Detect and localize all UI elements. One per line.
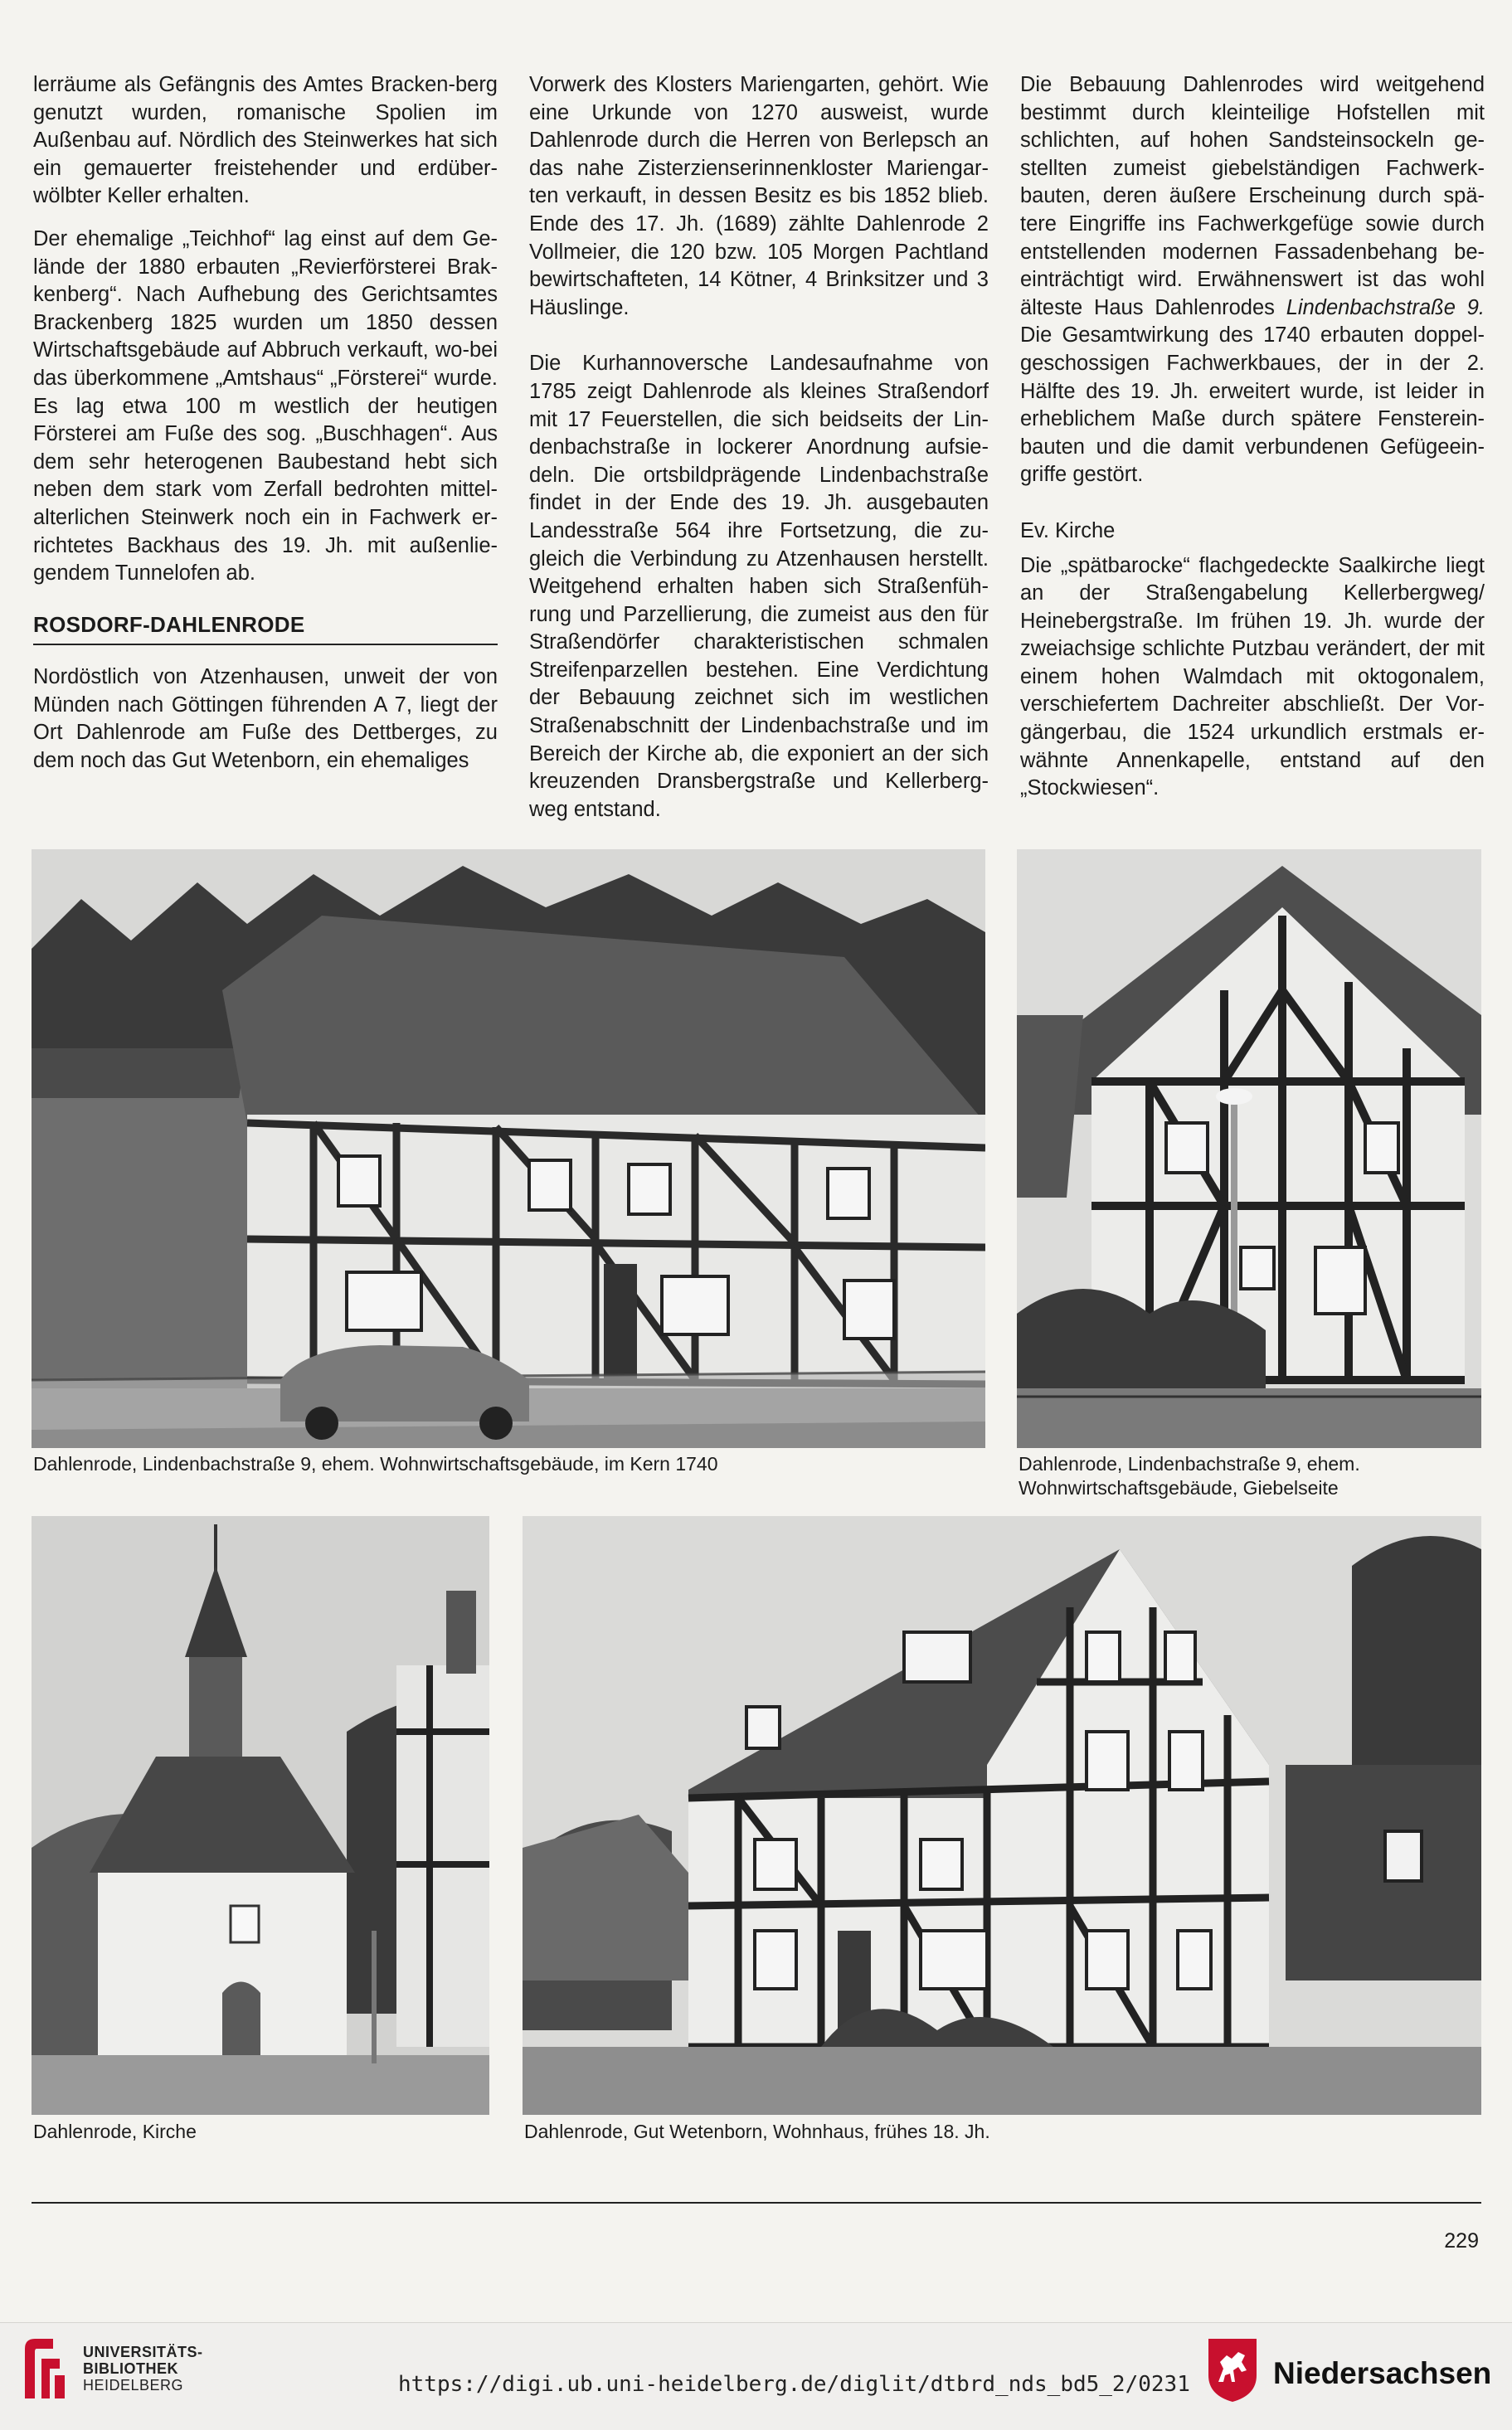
- paragraph: [1020, 71, 1485, 489]
- text-column-2: [529, 71, 989, 838]
- library-name-line: HEIDELBERG: [83, 2377, 184, 2394]
- library-name-line: BIBLIOTHEK: [83, 2360, 178, 2377]
- university-library-name: [83, 2344, 203, 2394]
- source-url-link[interactable]: https://digi.ub.uni-heidelberg.de/diglit/dtbrd_nds_bd5_2/0231: [398, 2372, 1190, 2397]
- paragraph: lerräume als Gefängnis des Amtes Bracken-berg genutzt wurden, romanische Spolien im Außenbau auf. Nördlich des Steinwerkes hat sich ein gemauerter freistehender und erdüber-wölbter Keller erhalten.: [33, 73, 498, 208]
- caption-line: Dahlenrode, Lindenbachstraße 9, ehem.: [1019, 1453, 1360, 1475]
- paragraph: Der ehemalige „Teichhof“ lag einst auf dem Ge-lände der 1880 erbauten „Revierförsterei Brak-kenberg“. Nach Aufhebung des Gerichtsamtes Brackenberg 1825 wurden um 1850 dessen Wirtschaftsgebäude auf Abbruch verkauft, wo-bei das überkommene „Amtshaus“ „Försterei“ wurde. Es lag etwa 100 m westlich der heutigen Försterei am Fuße des sog. „Buschhagen“. Aus dem sehr heterogenen Baubestand hebt sich neben dem stark vom Zerfall bedrohten mittel-alterlichen Steinwerk noch ein in Fachwerk er-richtetes Backhaus des 19. Jh. mit außenlie-gendem Tunnelofen ab.: [33, 226, 498, 586]
- photo-church: [32, 1516, 489, 2115]
- caption-photo-wetenborn: Dahlenrode, Gut Wetenborn, Wohnhaus, frühes 18. Jh.: [524, 2121, 990, 2142]
- page-rule: [32, 2202, 1481, 2204]
- photo-lindenbachstrasse-front: [32, 849, 985, 1448]
- text-column-3: [1020, 71, 1485, 818]
- caption-photo-gable: [1019, 1452, 1360, 1500]
- paragraph: Die „spätbarocke“ flachgedeckte Saalkirche liegt an der Straßengabelung Kellerbergweg/ Heinebergstraße. Im frühen 19. Jh. wurde der zweiachsige schlichte Putzbau verändert, der mit einem hohen Walmdach mit oktogonalem, verschiefertem Dachreiter abschließt. Der Vor-gängerbau, die 1524 urkundlich erstmals er-wähnte Annenkapelle, entstand auf den „Stockwiesen“.: [1020, 553, 1485, 800]
- paragraph-text: Die Gesamtwirkung des 1740 erbauten doppel-geschossigen Fachwerkbaues, der in der 2. Hälfte des 19. Jh. erweitert wurde, ist leider in erheblichem Maße durch spätere Fensterein-bauten und die damit verbundenen Gefügeein-griffe gestört.: [1020, 323, 1485, 487]
- address-emphasis: Lindenbachstraße 9.: [1286, 295, 1485, 319]
- paragraph: Vorwerk des Klosters Mariengarten, gehört. Wie eine Urkunde von 1270 ausweist, wurde Dahlenrode durch die Herren von Berlepsch an das nahe Zisterzienserinnenkloster Mariengar-ten verkauft, in dessen Besitz es bis 1852 blieb. Ende des 17. Jh. (1689) zählte Dahlenrode 2 Vollmeier, die 120 bzw. 105 Morgen Pachtland bewirtschafteten, 14 Kötner, 4 Brinksitzer und 3 Häuslinge.: [529, 73, 989, 319]
- page-number: 229: [1444, 2229, 1479, 2253]
- library-name-line: UNIVERSITÄTS-: [83, 2344, 203, 2360]
- niedersachsen-wordmark: Niedersachsen: [1273, 2356, 1492, 2390]
- photo-lindenbachstrasse-gable: [1017, 849, 1481, 1448]
- paragraph: Die Kurhannoversche Landesaufnahme von 1785 zeigt Dahlenrode als kleines Straßendorf mit 17 Feuerstellen, die sich beidseits der Lin-denbachstraße in lockerer Anordnung aufsie-deln. Die ortsbildprägende Lindenbachstraße findet in der Ende des 19. Jh. ausgebauten Landesstraße 564 ihre Fortsetzung, die zu-gleich die Verbindung zu Atzenhausen herstellt. Weitgehend erhalten haben sich Straßenfüh-rung und Parzellierung, die zumeist aus den für Straßendörfer charakteristischen schmalen Streifenparzellen bestehen. Eine Verdichtung der Bebauung zeichnet sich im westlichen Straßenabschnitt der Lindenbachstraße und im Bereich der Kirche ab, die exponiert an der sich kreuzenden Dransbergstraße und Kellerberg-weg entstand.: [529, 352, 989, 821]
- niedersachsen-horse-logo-icon: [1207, 2337, 1258, 2403]
- subsection-heading: Ev. Kirche: [1020, 518, 1116, 542]
- photo-gut-wetenborn: [523, 1516, 1481, 2115]
- section-heading: ROSDORF-DAHLENRODE: [33, 611, 498, 646]
- text-column-1: [33, 71, 498, 790]
- paragraph-text: Die Bebauung Dahlenrodes wird weitgehend bestimmt durch kleinteilige Hofstellen mit schlichten, auf hohen Sandsteinsockeln ge-stellten zumeist giebelständigen Fachwerk-bauten, deren äußere Erscheinung durch spä-tere Eingriffe ins Fachwerkgefüge sowie durch entstellenden modernen Fassadenbehang be-einträchtigt wird. Erwähnenswert ist das wohl älteste Haus Dahlenrodes: [1020, 73, 1485, 319]
- caption-photo-front: Dahlenrode, Lindenbachstraße 9, ehem. Wohnwirtschaftsgebäude, im Kern 1740: [33, 1453, 718, 1475]
- paragraph: Nordöstlich von Atzenhausen, unweit der von Münden nach Göttingen führenden A 7, liegt der Ort Dahlenrode am Fuße des Dettberges, zu dem noch das Gut Wetenborn, ein ehemaliges: [33, 665, 498, 773]
- university-library-logo-icon: [17, 2332, 73, 2405]
- caption-photo-church: Dahlenrode, Kirche: [33, 2121, 197, 2142]
- caption-line: Wohnwirtschaftsgebäude, Giebelseite: [1019, 1477, 1339, 1499]
